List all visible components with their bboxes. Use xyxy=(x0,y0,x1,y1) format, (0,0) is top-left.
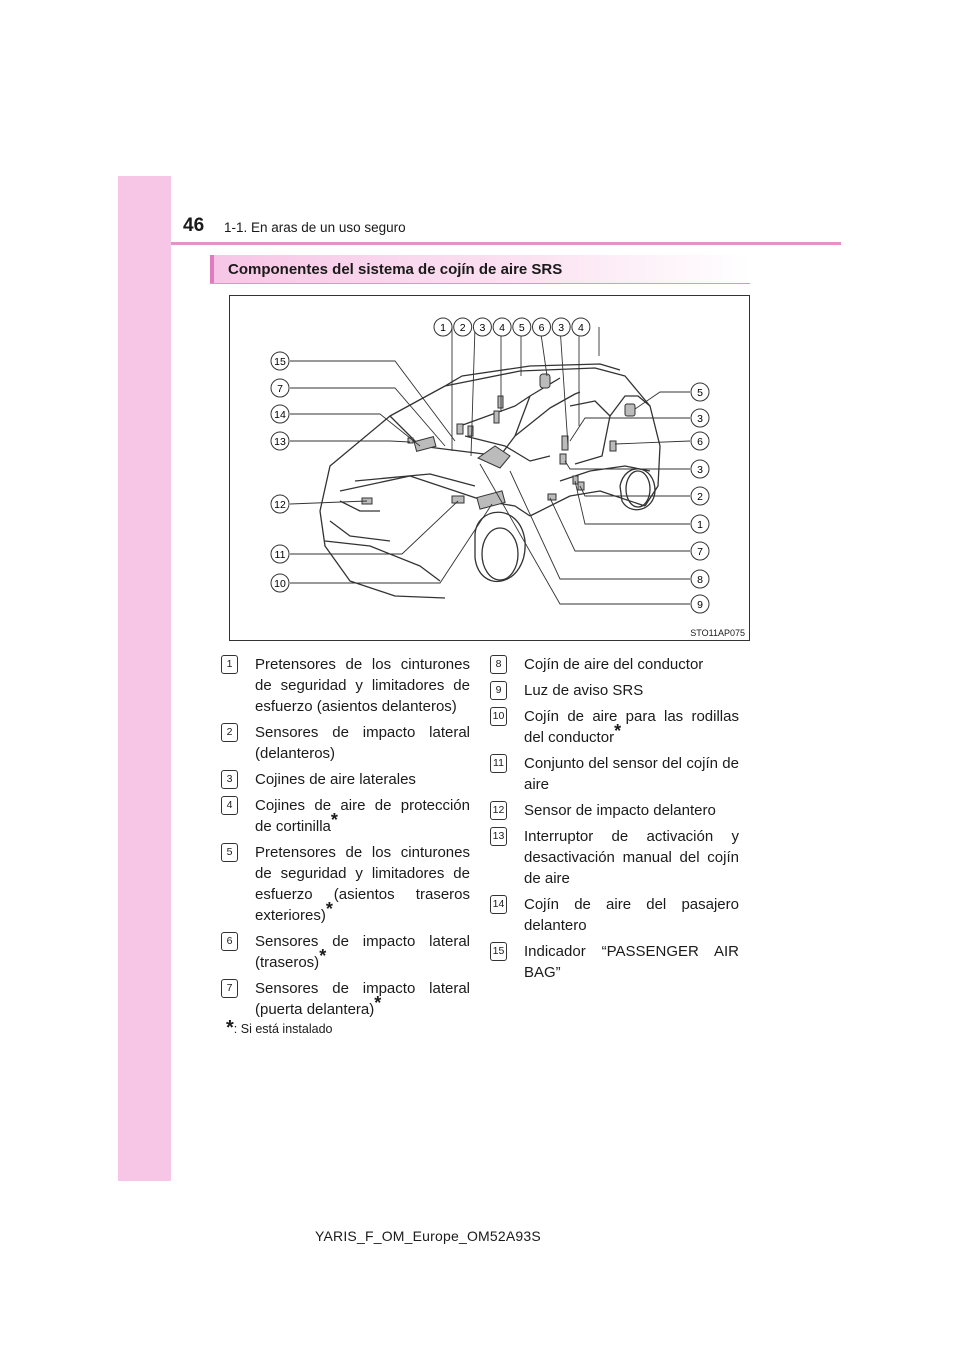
callout-left-14 xyxy=(271,405,289,423)
item-number: 2 xyxy=(221,723,238,742)
section-title: Componentes del sistema de cojín de aire SRS xyxy=(228,261,563,278)
callout-label: 14 xyxy=(274,409,286,421)
callout-left-11 xyxy=(271,545,289,563)
document-id: YARIS_F_OM_Europe_OM52A93S xyxy=(315,1228,541,1244)
car-illustration xyxy=(230,296,749,640)
item-text xyxy=(255,842,470,926)
callout-top-3 xyxy=(552,318,570,336)
item-label: Sensor de impacto delantero xyxy=(524,802,716,819)
page-number: 46 xyxy=(183,215,205,236)
section-underline xyxy=(210,283,750,284)
item-text xyxy=(524,941,739,983)
callout-right-7 xyxy=(691,542,709,560)
item-label: Cojines de aire de protección de cortinilla xyxy=(255,797,470,835)
item-number: 5 xyxy=(221,843,238,862)
callout-left-15 xyxy=(271,352,289,370)
list-item xyxy=(489,826,739,889)
callout-label: 3 xyxy=(697,464,703,476)
item-text xyxy=(524,680,739,701)
callout-right-1 xyxy=(691,515,709,533)
callout-left-12 xyxy=(271,495,289,513)
airbag-components-figure xyxy=(229,295,750,641)
callout-label: 4 xyxy=(499,322,506,334)
item-number: 11 xyxy=(490,754,507,773)
chapter-sidebar-tab xyxy=(118,176,171,1181)
callout-label: 1 xyxy=(697,519,703,531)
callout-label: 13 xyxy=(274,436,286,448)
component-list-right xyxy=(489,654,739,988)
item-label: Conjunto del sensor del cojín de aire xyxy=(524,755,739,793)
callout-label: 3 xyxy=(479,322,486,334)
right-callouts xyxy=(691,383,709,613)
item-label: Luz de aviso SRS xyxy=(524,682,644,699)
item-text xyxy=(255,931,470,973)
list-item xyxy=(489,800,739,821)
callout-top-1 xyxy=(434,318,452,336)
callout-top-4 xyxy=(572,318,590,336)
item-number: 6 xyxy=(221,932,238,951)
callout-label: 9 xyxy=(697,599,703,611)
list-item xyxy=(489,941,739,983)
item-number: 15 xyxy=(490,942,507,961)
callout-right-3 xyxy=(691,409,709,427)
footnote-mark: * xyxy=(226,1017,234,1039)
item-number: 9 xyxy=(490,681,507,700)
callout-top-2 xyxy=(454,318,472,336)
item-text xyxy=(255,722,470,764)
list-item xyxy=(489,753,739,795)
item-text xyxy=(524,894,739,936)
callout-label: 12 xyxy=(274,499,286,511)
item-text xyxy=(255,654,470,717)
list-item xyxy=(489,654,739,675)
callout-label: 2 xyxy=(697,491,703,503)
callout-label: 1 xyxy=(440,322,446,334)
item-text xyxy=(524,826,739,889)
callout-label: 2 xyxy=(459,322,466,334)
item-label: Interruptor de activación y desactivación manual del cojín de aire xyxy=(524,828,739,887)
top-callouts xyxy=(434,318,590,336)
item-number: 4 xyxy=(221,796,238,815)
callout-top-5 xyxy=(513,318,531,336)
callout-label: 7 xyxy=(697,546,703,558)
footnote xyxy=(226,1017,333,1039)
list-item xyxy=(220,722,470,764)
callout-right-5 xyxy=(691,383,709,401)
callout-right-3 xyxy=(691,460,709,478)
item-number: 10 xyxy=(490,707,507,726)
callout-right-8 xyxy=(691,570,709,588)
item-label: Cojín de aire para las rodillas del conductor xyxy=(524,708,739,746)
item-number: 3 xyxy=(221,770,238,789)
callout-label: 15 xyxy=(274,356,286,368)
leader-lines xyxy=(290,327,690,604)
callout-label: 11 xyxy=(274,549,286,561)
list-item xyxy=(220,654,470,717)
callout-top-6 xyxy=(533,318,551,336)
list-item xyxy=(220,769,470,790)
item-text xyxy=(524,654,739,675)
callout-label: 6 xyxy=(697,436,703,448)
optional-mark: * xyxy=(319,946,327,966)
figure-code: STO11AP075 xyxy=(690,628,745,638)
callout-top-4 xyxy=(493,318,511,336)
list-item xyxy=(489,706,739,748)
item-number: 13 xyxy=(490,827,507,846)
item-label: Sensores de impacto lateral (delanteros) xyxy=(255,724,470,762)
list-item xyxy=(489,894,739,936)
callout-label: 3 xyxy=(697,413,703,425)
callout-right-2 xyxy=(691,487,709,505)
callout-right-6 xyxy=(691,432,709,450)
section-heading-bar xyxy=(210,255,750,283)
item-text xyxy=(255,978,470,1020)
callout-label: 5 xyxy=(518,322,525,334)
item-text xyxy=(524,800,739,821)
header-rule xyxy=(171,242,841,245)
callout-right-9 xyxy=(691,595,709,613)
list-item xyxy=(220,842,470,926)
item-label: Pretensores de los cinturones de seguridad y limitadores de esfuerzo (asientos delanteros) xyxy=(255,656,470,715)
item-text xyxy=(524,753,739,795)
callout-label: 7 xyxy=(277,383,283,395)
item-label: Sensores de impacto lateral (puerta delantera) xyxy=(255,980,470,1018)
callout-top-3 xyxy=(473,318,491,336)
list-item xyxy=(220,795,470,837)
item-number: 7 xyxy=(221,979,238,998)
item-text xyxy=(255,795,470,837)
callout-left-10 xyxy=(271,574,289,592)
list-item xyxy=(489,680,739,701)
component-list-left xyxy=(220,654,470,1025)
item-number: 12 xyxy=(490,801,507,820)
item-text xyxy=(524,706,739,748)
left-callouts xyxy=(271,352,289,592)
optional-mark: * xyxy=(325,899,333,919)
item-label: Cojín de aire del pasajero delantero xyxy=(524,896,739,934)
item-number: 14 xyxy=(490,895,507,914)
item-label: Indicador “PASSENGER AIR BAG” xyxy=(524,943,739,981)
callout-label: 5 xyxy=(697,387,703,399)
optional-mark: * xyxy=(374,993,382,1013)
item-label: Cojines de aire laterales xyxy=(255,771,416,788)
item-text xyxy=(255,769,470,790)
callout-label: 3 xyxy=(558,322,565,334)
callout-label: 6 xyxy=(538,322,545,334)
footnote-text: : Si está instalado xyxy=(233,1022,333,1036)
item-label: Pretensores de los cinturones de seguridad y limitadores de esfuerzo (asientos traseros exteriores) xyxy=(255,844,470,924)
section-reference: 1-1. En aras de un uso seguro xyxy=(224,220,406,235)
callout-left-13 xyxy=(271,432,289,450)
item-number: 1 xyxy=(221,655,238,674)
list-item xyxy=(220,931,470,973)
item-label: Cojín de aire del conductor xyxy=(524,656,704,673)
list-item xyxy=(220,978,470,1020)
optional-mark: * xyxy=(330,810,338,830)
callout-label: 10 xyxy=(274,578,286,590)
callout-left-7 xyxy=(271,379,289,397)
item-label: Sensores de impacto lateral (traseros) xyxy=(255,933,470,971)
optional-mark: * xyxy=(614,721,622,741)
item-number: 8 xyxy=(490,655,507,674)
callout-label: 8 xyxy=(697,574,703,586)
callout-label: 4 xyxy=(577,322,584,334)
